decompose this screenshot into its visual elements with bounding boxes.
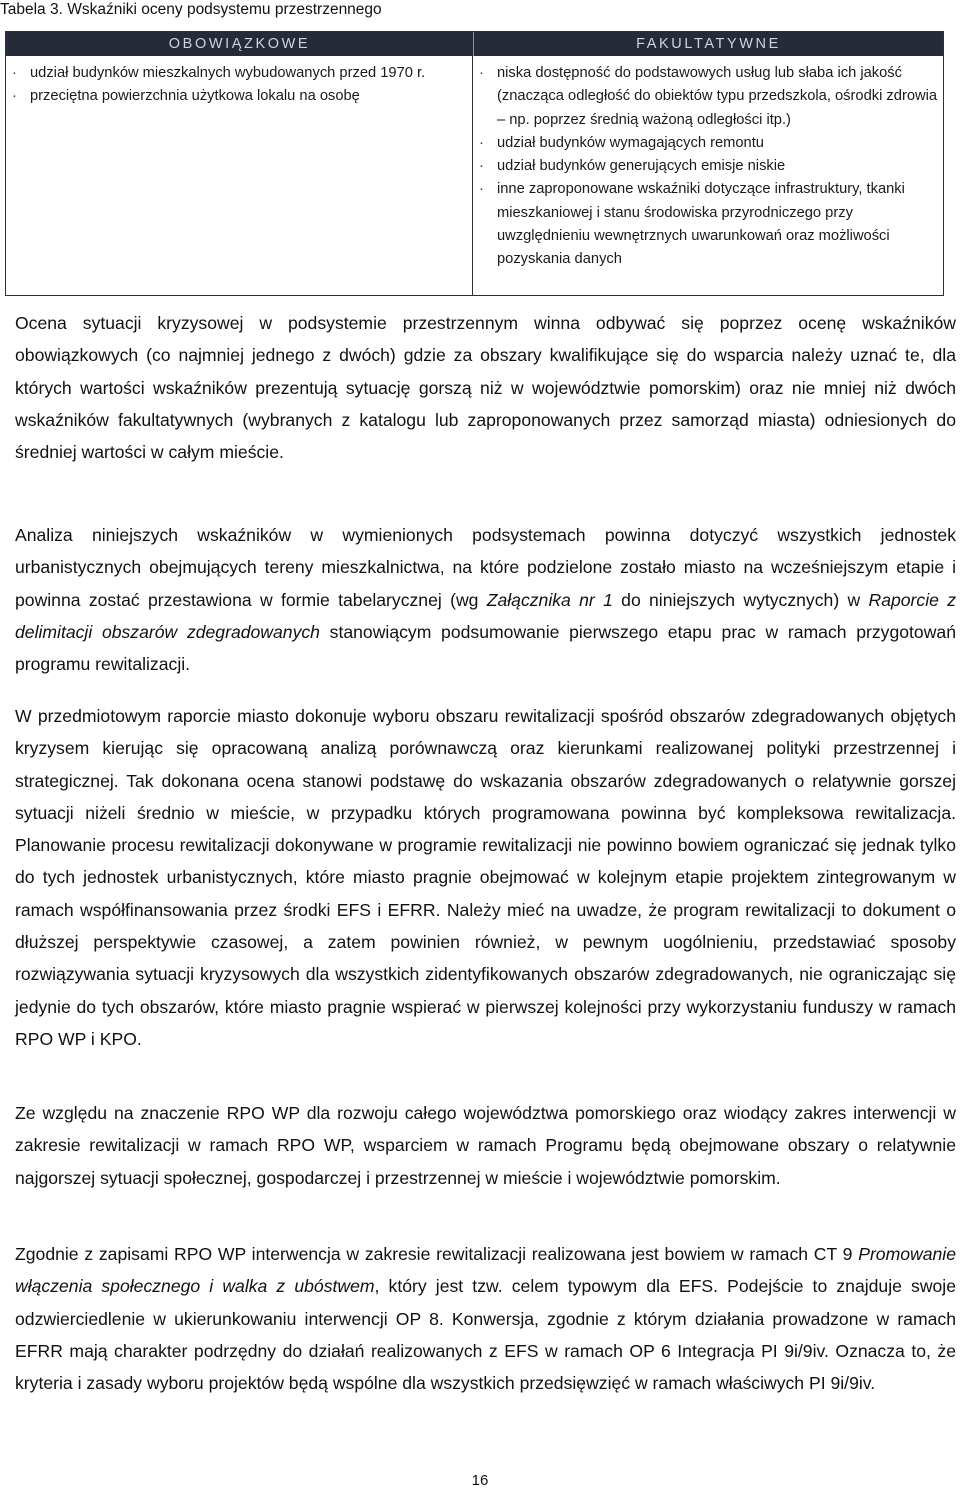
optional-indicator: inne zaproponowane wskaźniki dotyczące infrastruktury, tkanki mieszkaniowej i stanu środowiska przyrodniczego przy uwzględnieniu wewnętrznych uwarunkowań oraz możliwości pozyskania danych [497,181,905,268]
optional-indicator: udział budynków wymagających remontu [497,134,764,151]
bullet: · [479,158,484,175]
text-run: Zgodnie z zapisami RPO WP interwencja w zakresie rewitalizacji realizowana jest bowiem w ramach CT 9 [15,1244,859,1264]
paragraph-rpo-wp: Ze względu na znaczenie RPO WP dla rozwoju całego województwa pomorskiego oraz wiodący zakres interwencji w zakresie rewitalizacji w ramach RPO WP, wsparciem w ramach Programu będą obejmowane obszary o relatywnie najgorszej sytuacji społecznej, gospodarczej i przestrzennej w mieście i województwie pomorskim. [15,1103,956,1188]
italic-run: Raporcie z delimitacji obszarów zdegradowanych [15,589,956,642]
list-item [473,155,943,178]
text-run: , który jest tzw. celem typowym dla EFS. Podejście to znajduje swoje odzwierciedlenie w ukierunkowaniu interwencji OP 8. Konwersja, zgodnie z którym działania prowadzone w ramach EFRR mają charakter podrzędny do działań realizowanych z EFS w ramach OP 6 Integracja PI 9i/9iv. Oznacza to, że kryteria i zasady wyboru projektów będą wspólne dla wszystkich przedsięwzięć w ramach właściwych PI 9i/9iv. [15,1276,956,1394]
paragraph-analysis [15,519,956,680]
paragraph-intervention [15,1238,956,1399]
italic-run: Promowanie włączenia społecznego i walka z ubóstwem [15,1244,956,1297]
italic-run: Załącznika nr 1 [486,589,613,610]
list-item [473,62,943,132]
list-item [473,178,943,271]
mandatory-indicator: przeciętna powierzchnia użytkowa lokalu na osobę [30,88,360,105]
bullet: · [12,88,17,105]
table-caption: Tabela 3. Wskaźniki oceny podsystemu przestrzennego [0,1,382,18]
text-run: stanowiącym podsumowanie pierwszego etapu prac w ramach przygotowań programu rewitalizacji. [15,621,956,675]
bullet: · [479,65,484,81]
bullet: · [479,181,484,198]
bullet: · [12,65,17,81]
text-run: do niniejszych wytycznych) w [612,589,869,610]
optional-column [473,56,943,295]
mandatory-indicator: udział budynków mieszkalnych wybudowanych przed 1970 r. [30,65,426,81]
header-mandatory: OBOWIĄZKOWE [6,32,474,56]
optional-indicator: niska dostępność do podstawowych usług lub słaba ich jakość (znacząca odległość do obiektów typu przedszkola, ośrodki zdrowia – np. poprzez średnią ważoną odległości itp.) [497,65,938,128]
page-number: 16 [471,1472,489,1489]
mandatory-column [6,56,473,295]
text-run: Analiza niniejszych wskaźników w wymienionych podsystemach powinna dotyczyć wszystkich jednostek urbanistycznych obejmujących tereny mieszkalnictwa, na które podzielone zostało miasto na wcześniejszym etapie i powinna zostać przestawiona w formie tabelarycznej (wg [15,525,956,610]
list-item [6,85,472,108]
list-item [473,132,943,155]
bullet: · [479,134,484,151]
list-item [6,62,472,85]
paragraph-report: W przedmiotowym raporcie miasto dokonuje wyboru obszaru rewitalizacji spośród obszarów zdegradowanych objętych kryzysem kierując się opracowaną analizą porównawczą oraz kierunkami realizowanej polityki przestrzennej i strategicznej. Tak dokonana ocena stanowi podstawę do wskazania obszarów zdegradowanych o relatywnie gorszej sytuacji niżeli średnio w mieście, w przypadku których programowana powinna być kompleksowa rewitalizacja. Planowanie procesu rewitalizacji dokonywane w programie rewitalizacji nie powinno bowiem ograniczać się jednak tylko do tych jednostek urbanistycznych, które miasto pragnie obejmować w kolejnym etapie projektem zintegrowanym w ramach współfinansowania przez środki EFS i EFRR. Należy mieć na uwadze, że program rewitalizacji to dokument o dłuższej perspektywie czasowej, a zatem powinien również, w pewnym uogólnieniu, przedstawiać sposoby rozwiązywania sytuacji kryzysowych dla wszystkich zidentyfikowanych obszarów zdegradowanych, nie ograniczając się jedynie do tych obszarów, które miasto pragnie wspierać w pierwszej kolejności przy wykorzystaniu funduszy w ramach RPO WP i KPO. [15,706,956,1049]
header-optional: FAKULTATYWNE [636,36,781,52]
table-header-row [6,32,943,56]
table-body-row [6,56,943,295]
optional-indicator: udział budynków generujących emisje niskie [497,158,786,175]
indicators-table [5,31,944,296]
paragraph-assessment: Ocena sytuacji kryzysowej w podsystemie przestrzennym winna odbywać się poprzez ocenę wskaźników obowiązkowych (co najmniej jednego z dwóch) gdzie za obszary kwalifikujące się do wsparcia należy uznać te, dla których wartości wskaźników prezentują sytuację gorszą niż w województwie pomorskim) oraz nie mniej niż dwóch wskaźników fakultatywnych (wybranych z katalogu lub zaproponowanych przez samorząd miasta) odniesionych do średniej wartości w całym mieście. [15,313,956,463]
